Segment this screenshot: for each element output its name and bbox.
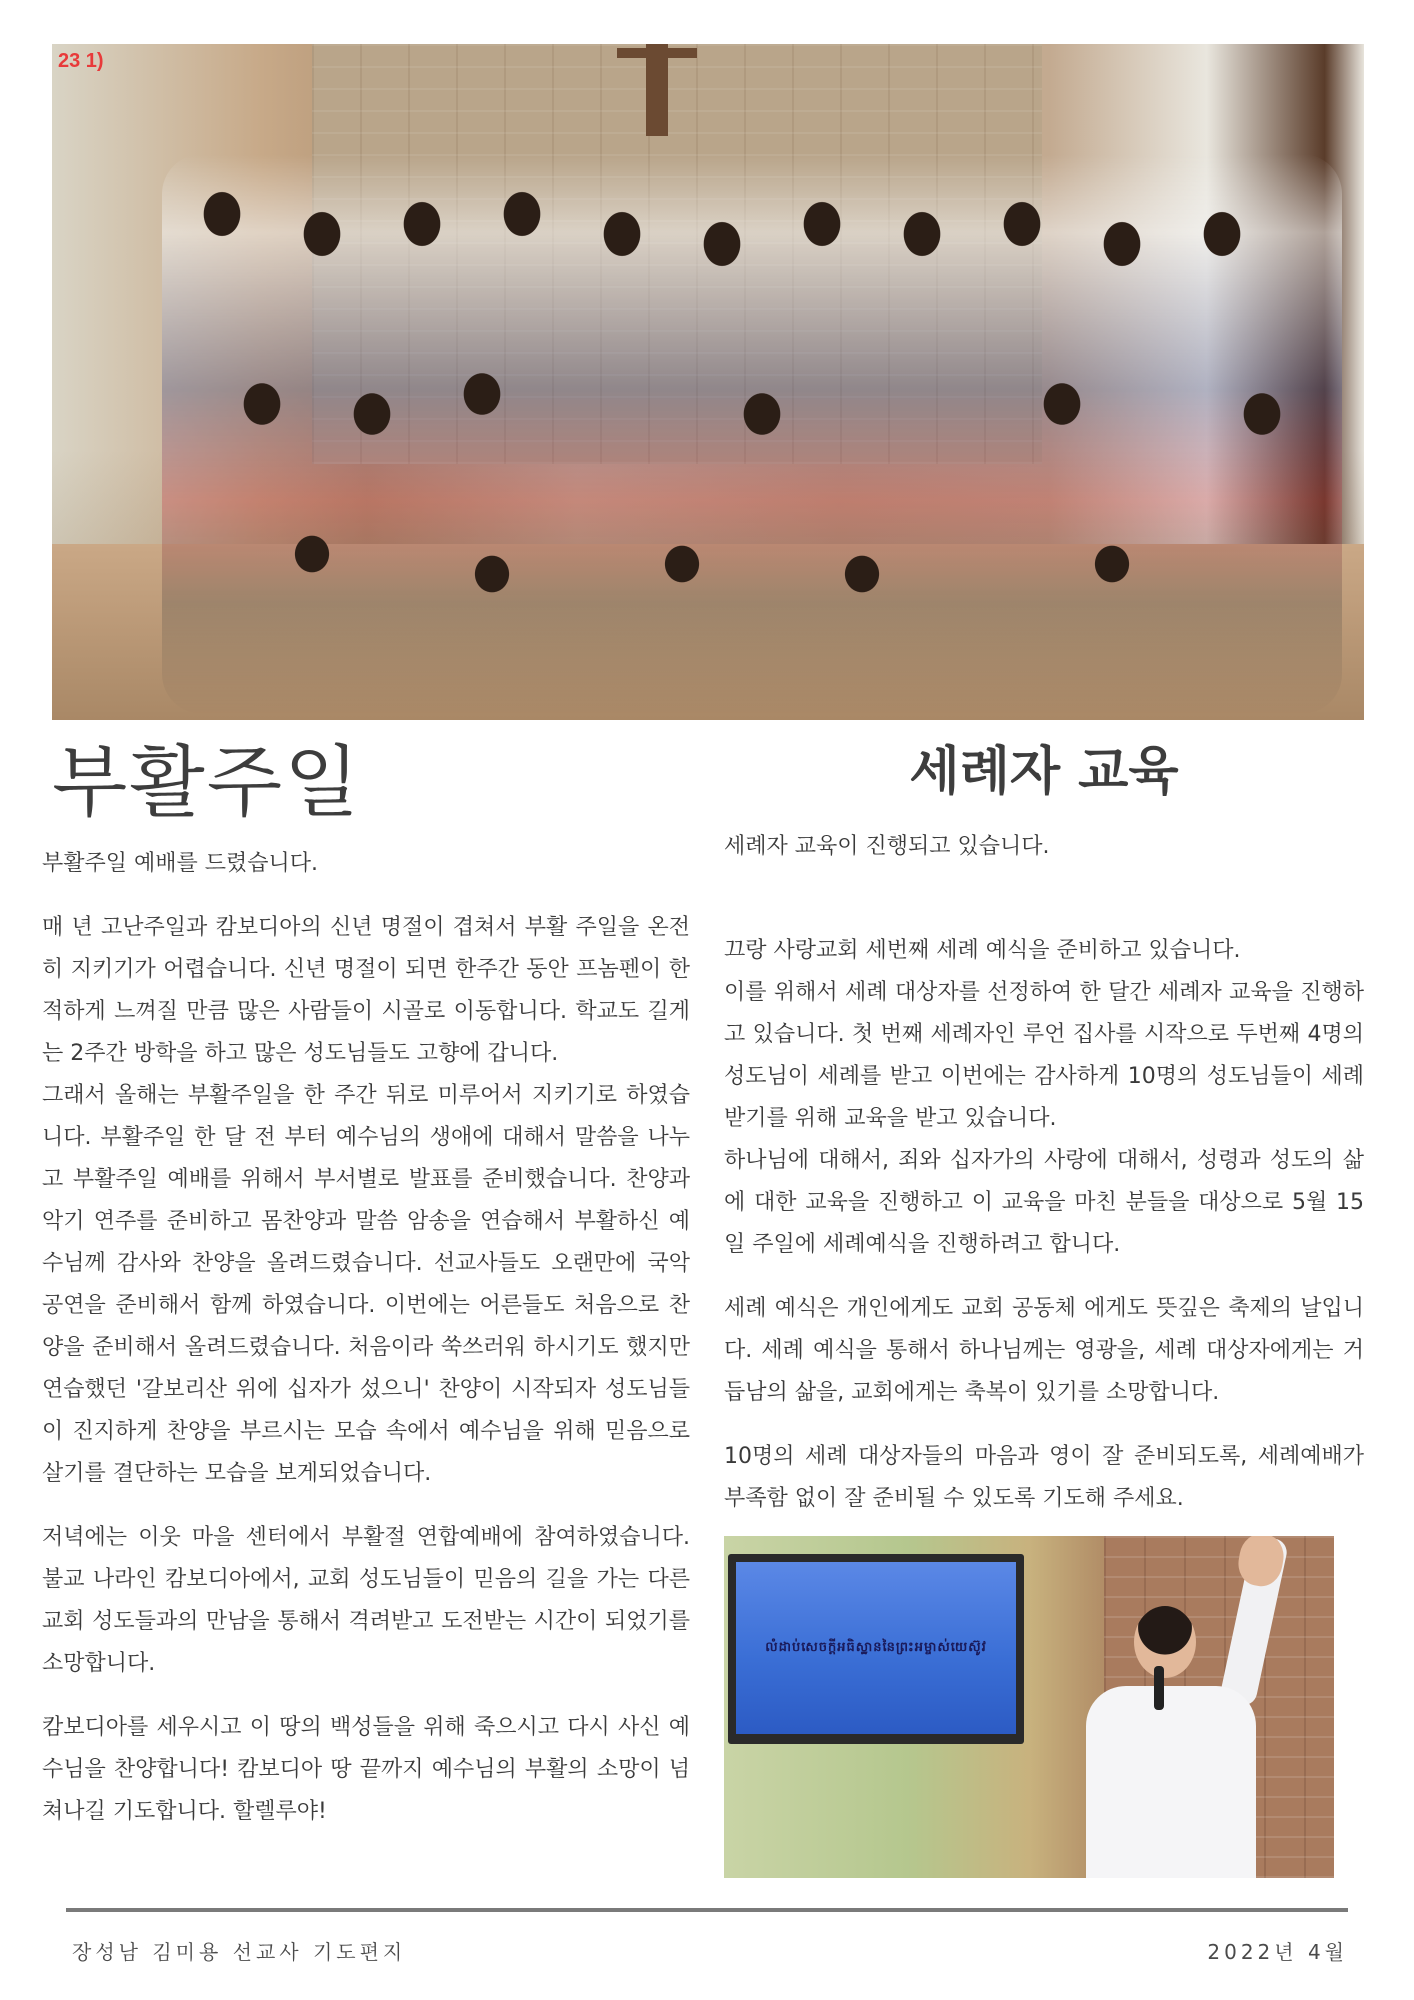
microphone-icon: [1154, 1666, 1164, 1710]
tv-display: [736, 1562, 1016, 1734]
speaker-shirt: [1086, 1686, 1256, 1878]
speaker-head: [1134, 1606, 1196, 1678]
baptism-paragraph-2: 끄랑 사랑교회 세번째 세례 예식을 준비하고 있습니다. 이를 위해서 세례 대상자를 선정하여 한 달간 세례자 교육을 진행하고 있습니다. 첫 번째 세례자인 루언 집사를 시작으로 두번째 4명의 성도님이 세례를 받고 이번에는 감사하게 10명의 성도님들이 세례 받기를 위해 교육을 받고 있습니다. 하나님에 대해서, 죄와 십자가의 사랑에 대해서, 성령과 성도의 삶에 대한 교육을 진행하고 이 교육을 마친 분들을 대상으로 5월 15일 주일에 세례예식을 진행하려고 합니다.: [724, 938, 1364, 1257]
congregation-group: [162, 154, 1342, 714]
group-photo: [52, 44, 1364, 720]
baptism-paragraph-4: 10명의 세례 대상자들의 마음과 영이 잘 준비되도록, 세례예배가 부족함 없이 잘 준비될 수 있도록 기도해 주세요.: [724, 1444, 1364, 1511]
tv-screen-text: លំដាប់សេចក្ដីអធិស្ឋាននៃព្រះអម្ចាស់យេស៊ូវ: [765, 1639, 987, 1655]
easter-paragraph-4: 캄보디아를 세우시고 이 땅의 백성들을 위해 죽으시고 다시 사신 예수님을 찬양합니다! 캄보디아 땅 끝까지 예수님의 부활의 소망이 넘쳐나길 기도합니다. 할렐루야!: [42, 1715, 690, 1824]
easter-heading: 부활주일: [52, 738, 362, 828]
easter-article: [42, 843, 690, 1855]
footer-date: 2022년 4월: [1207, 1940, 1348, 1964]
baptism-heading: 세례자 교육: [909, 741, 1179, 802]
speaker-photo: [724, 1536, 1334, 1878]
easter-paragraph-2: 매 년 고난주일과 캄보디아의 신년 명절이 겹쳐서 부활 주일을 온전히 지키기가 어렵습니다. 신년 명절이 되면 한주간 동안 프놈펜이 한적하게 느껴질 만큼 많은 사람들이 시골로 이동합니다. 학교도 길게는 2주간 방학을 하고 많은 성도님들도 고향에 갑니다. 그래서 올해는 부활주일을 한 주간 뒤로 미루어서 지키기로 하였습니다. 부활주일 한 달 전 부터 예수님의 생애에 대해서 말씀을 나누고 부활주일 예배를 위해서 부서별로 발표를 준비했습니다. 찬양과 악기 연주를 준비하고 몸찬양과 말씀 암송을 연습해서 부활하신 예수님께 감사와 찬양을 올려드렸습니다. 선교사들도 오랜만에 국악 공연을 준비해서 함께 하였습니다. 이번에는 어른들도 처음으로 찬양을 준비해서 올려드렸습니다. 처음이라 쑥쓰러워 하시기도 했지만 연습했던 '갈보리산 위에 십자가 섰으니' 찬양이 시작되자 성도님들이 진지하게 찬양을 부르시는 모습 속에서 예수님을 위해 믿음으로 살기를 결단하는 모습을 보게되었습니다.: [42, 915, 690, 1486]
tv-screen: [728, 1554, 1024, 1744]
easter-paragraph-3: 저녁에는 이웃 마을 센터에서 부활절 연합예배에 참여하였습니다. 불교 나라인 캄보디아에서, 교회 성도님들이 믿음의 길을 가는 다른 교회 성도들과의 만남을 통해서 격려받고 도전받는 시간이 되었기를 소망합니다.: [42, 1525, 690, 1676]
baptism-paragraph-1: 세례자 교육이 진행되고 있습니다.: [724, 834, 1050, 859]
footer-author: 장성남 김미용 선교사 기도편지: [72, 1940, 407, 1964]
photo-tag: 23 1): [58, 50, 104, 72]
baptism-paragraph-3: 세례 예식은 개인에게도 교회 공동체 에게도 뜻깊은 축제의 날입니다. 세례 예식을 통해서 하나님께는 영광을, 세례 대상자에게는 거듭남의 삶을, 교회에게는 축복이 있기를 소망합니다.: [724, 1296, 1364, 1405]
easter-paragraph-1: 부활주일 예배를 드렸습니다.: [42, 851, 319, 876]
footer-divider: [66, 1908, 1348, 1912]
baptism-article: [724, 826, 1364, 1542]
cross-bar: [617, 48, 697, 58]
